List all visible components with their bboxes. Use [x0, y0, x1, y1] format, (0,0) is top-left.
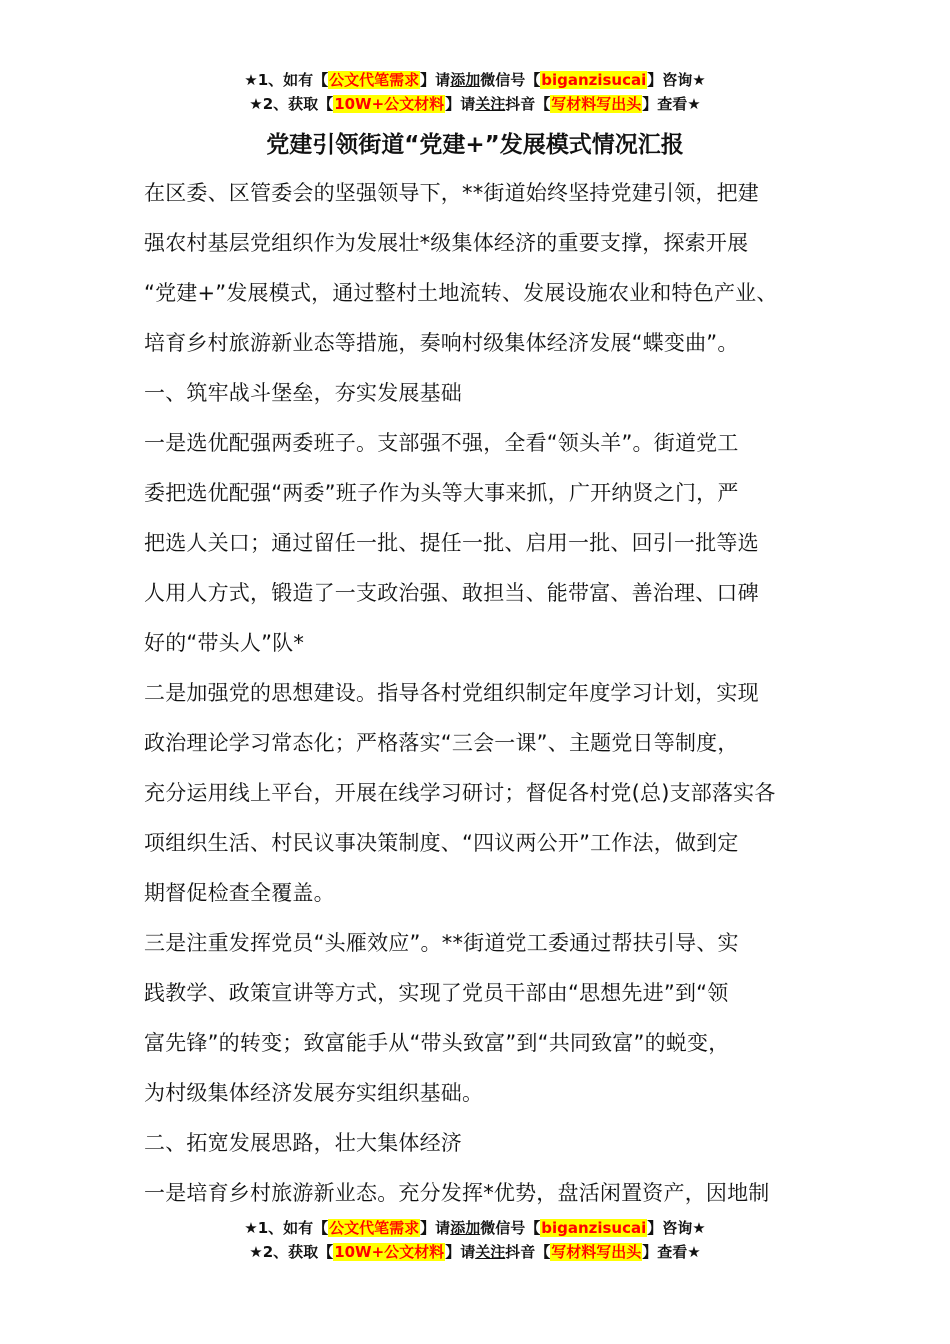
body-line: 政治理论学习常态化；严格落实“三会一课”、主题党日等制度，	[144, 731, 739, 755]
top-banner	[0, 68, 950, 116]
highlight-wechat-id: biganzisucai	[541, 1219, 647, 1237]
body-line: 在区委、区管委会的坚强领导下，**街道始终坚持党建引领，把建	[144, 181, 759, 205]
highlight-service: 公文代笔需求	[329, 71, 420, 89]
banner-line-1: ★1、如有【公文代笔需求】请添加微信号【biganzisucai】咨询★	[244, 1219, 706, 1237]
body-line: 充分运用线上平台，开展在线学习研讨；督促各村党(总)支部落实各	[144, 781, 776, 805]
star-icon: ★	[249, 1243, 263, 1261]
highlight-service: 公文代笔需求	[329, 1219, 420, 1237]
highlight-douyin: 写材料写出头	[551, 95, 642, 113]
body-line: 一是选优配强两委班子。支部强不强，全看“领头羊”。街道党工	[144, 431, 739, 455]
document-body	[144, 168, 834, 1218]
star-icon: ★	[244, 1219, 258, 1237]
section-heading: 一、筑牢战斗堡垒，夯实发展基础	[144, 381, 462, 405]
body-line: 委把选优配强“两委”班子作为头等大事来抓，广开纳贤之门，严	[144, 481, 739, 505]
body-line: “党建+”发展模式，通过整村土地流转、发展设施农业和特色产业、	[144, 281, 778, 305]
body-line: 践教学、政策宣讲等方式，实现了党员干部由“思想先进”到“领	[144, 981, 729, 1005]
body-line: 为村级集体经济发展夯实组织基础。	[144, 1081, 484, 1105]
highlight-materials: 10W+公文材料	[334, 1243, 445, 1261]
star-icon: ★	[244, 71, 258, 89]
body-line: 富先锋”的转变；致富能手从“带头致富”到“共同致富”的蜕变，	[144, 1031, 730, 1055]
body-line: 好的“带头人”队*	[144, 631, 305, 655]
bottom-banner	[0, 1216, 950, 1264]
highlight-douyin: 写材料写出头	[551, 1243, 642, 1261]
star-icon: ★	[249, 95, 263, 113]
body-line: 培育乡村旅游新业态等措施，奏响村级集体经济发展“蝶变曲”。	[144, 331, 739, 355]
body-line: 强农村基层党组织作为发展壮*级集体经济的重要支撑，探索开展	[144, 231, 749, 255]
body-line: 三是注重发挥党员“头雁效应”。**街道党工委通过帮扶引导、实	[144, 931, 739, 955]
section-heading: 二、拓宽发展思路，壮大集体经济	[144, 1131, 462, 1155]
body-line: 项组织生活、村民议事决策制度、“四议两公开”工作法，做到定	[144, 831, 739, 855]
banner-line-2: ★2、获取【10W+公文材料】请关注抖音【写材料写出头】查看★	[249, 95, 701, 113]
document-title: 党建引领街道“党建+”发展模式情况汇报	[266, 132, 684, 158]
banner-line-2: ★2、获取【10W+公文材料】请关注抖音【写材料写出头】查看★	[249, 1243, 701, 1261]
body-line: 期督促检查全覆盖。	[144, 881, 335, 905]
body-line: 二是加强党的思想建设。指导各村党组织制定年度学习计划，实现	[144, 681, 759, 705]
banner-line-1: ★1、如有【公文代笔需求】请添加微信号【biganzisucai】咨询★	[244, 71, 706, 89]
body-line: 一是培育乡村旅游新业态。充分发挥*优势，盘活闲置资产，因地制	[144, 1181, 770, 1205]
body-line: 人用人方式，锻造了一支政治强、敢担当、能带富、善治理、口碑	[144, 581, 759, 605]
body-line: 把选人关口；通过留任一批、提任一批、启用一批、回引一批等选	[144, 531, 759, 555]
highlight-materials: 10W+公文材料	[334, 95, 445, 113]
highlight-wechat-id: biganzisucai	[541, 71, 647, 89]
